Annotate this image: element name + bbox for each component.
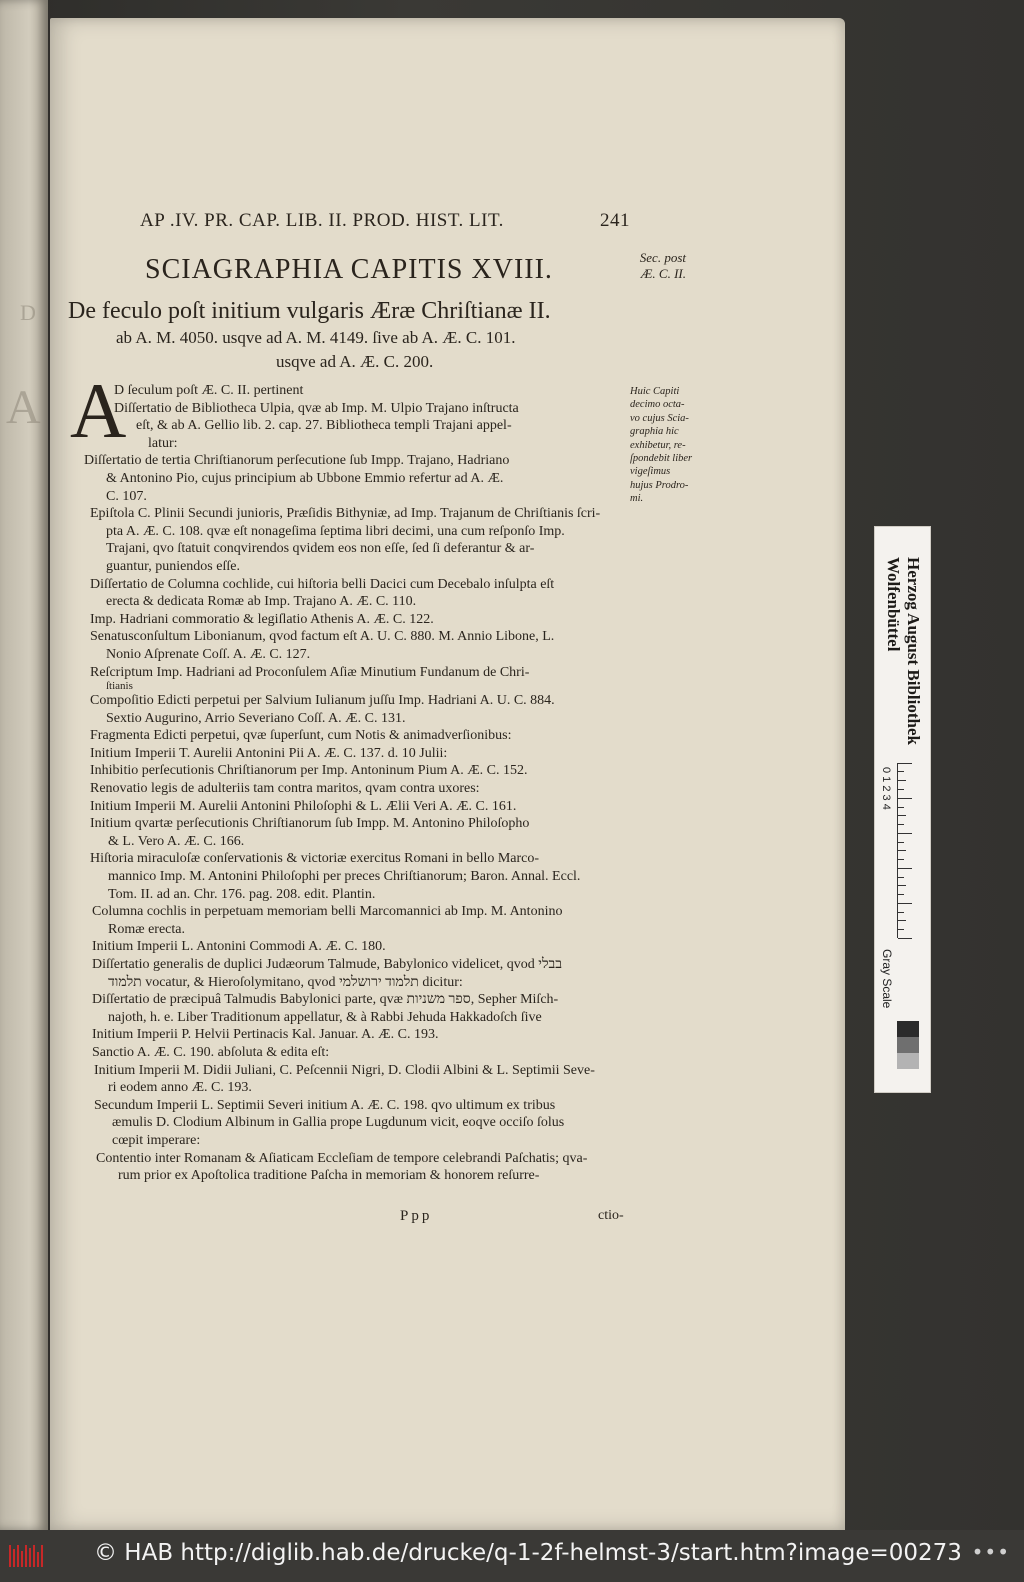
text-line: eſt, & ab A. Gellio lib. 2. cap. 27. Bibliotheca templi Trajani appel- [136,418,512,434]
scale-ruler [897,763,912,938]
subtitle-line-3: usqve ad A. Æ. C. 200. [276,352,434,371]
text-line: Initium Imperii L. Antonini Commodi A. Æ. C. 180. [92,939,386,955]
margin-note-line: exhibetur, re- [630,439,686,451]
running-head-text: AP .IV. PR. CAP. LIB. II. PROD. HIST. LIT. [140,210,504,231]
margin-note-line: hujus Prodro- [630,479,689,491]
text-line: Nonio Aſprenate Coſſ. A. Æ. C. 127. [106,646,311,662]
signature-mark: Ppp [400,1208,433,1224]
library-name [883,557,923,745]
text-line: latur: [148,435,178,451]
library-color-strip [874,526,931,1093]
text-line: Initium Imperii M. Didii Juliani, C. Peſcennii Nigri, D. Clodii Albini & L. Septimii Seve- [94,1062,595,1078]
text-line: Senatusconſultum Libonianum, qvod factum eſt A. U. C. 880. M. Annio Libone, L. [90,629,555,645]
text-line: Initium Imperii M. Aurelii Antonini Philoſophi & L. Ælii Veri A. Æ. C. 161. [90,798,517,814]
text-line: Secundum Imperii L. Septimii Severi initium A. Æ. C. 198. qvo ultimum ex tribus [94,1097,556,1113]
catchword: ctio- [598,1208,624,1223]
margin-note-line: vigeſimus [630,466,671,478]
library-name-line2: Wolfenbüttel [884,557,903,652]
text-line: Diſſertatio de tertia Chriſtianorum perſecutione ſub Impp. Trajano, Hadriano [84,453,510,469]
margin-note-line: Huic Capiti [630,386,680,397]
previous-page-edge: D A [0,0,48,1530]
text-line: Initium qvartæ perſecutionis Chriſtianorum ſub Impp. M. Antonino Philoſopho [90,816,530,832]
subtitle-line-2: ab A. M. 4050. usqve ad A. M. 4149. ſive ab A. Æ. C. 101. [116,328,516,347]
text-line: cœpit imperare: [112,1132,201,1148]
margin-note [630,385,708,506]
text-line: C. 107. [106,488,147,504]
section-note-line: Sec. post [639,250,686,265]
text-line: ri eodem anno Æ. C. 193. [108,1080,252,1096]
text-line: ſtianis [106,681,133,693]
text-line: & Antonino Pio, cujus principium ab Ubbone Emmio refertur ad A. Æ. [106,470,504,486]
text-line: mannico Imp. M. Antonini Philoſophi per preces Chriſtianorum; Baron. Annal. Eccl. [108,869,581,885]
text-line: guantur, puniendos eſſe. [106,558,240,574]
text-line: Trajani, qvo ſtatuit conqvirendos qvidem eos non eſſe, ſed ſi deferantur & ar- [106,541,535,557]
text-line: rum prior ex Apoſtolica traditione Paſcha in memoriam & honorem reſurre- [118,1168,540,1184]
text-line: Hiſtoria miraculoſæ conſervationis & victoriæ exercitus Romani in bello Marco- [90,851,540,867]
text-line: Romæ erecta. [108,921,185,937]
text-line: Tom. II. ad an. Chr. 176. pag. 208. edit. Plantin. [108,886,376,902]
text-line: Diſſertatio de Columna cochlide, cui hiſtoria belli Dacici cum Decebalo inſulpta eſt [90,576,555,592]
text-line: Epiſtola C. Plinii Secundi junioris, Præſidis Bithyniæ, ad Imp. Trajanum de Chriſtianis ſcri- [90,506,601,522]
text-line: Contentio inter Romanam & Aſiaticam Eccleſiam de tempore celebrandi Paſchatis; qva- [96,1150,588,1166]
margin-note-line: graphia hic [630,426,679,438]
page-number: 241 [600,210,630,231]
text-line: Diſſertatio de præcipuâ Talmudis Babylonici parte, qvæ ספר משניות, Sepher Miſch- [92,992,559,1008]
text-line: Reſcriptum Imp. Hadriani ad Proconſulem Aſiæ Minutium Fundanum de Chri- [90,664,530,680]
subtitle: De feculo poſt initium vulgaris Æræ Chriſtianæ II. [68,298,551,324]
text-line: D ſeculum poſt Æ. C. II. pertinent [114,383,304,398]
text-line: pta A. Æ. C. 108. qvæ eſt nonageſima ſeptima libri decimi, una cum reſponſo Imp. [106,523,565,539]
copyright-url[interactable]: © HAB http://diglib.hab.de/drucke/q-1-2f-helmst-3/start.htm?image=00273 [94,1540,962,1566]
text-line: Initium Imperii P. Helvii Pertinacis Kal. Januar. A. Æ. C. 193. [92,1027,439,1043]
text-line: Renovatio legis de adulteriis tam contra maritos, qvam contra uxores: [90,781,480,797]
gray-patch-dark [897,1021,919,1037]
margin-note-line: ſpondebit liber [630,453,693,465]
gray-patch-light [897,1053,919,1069]
section-note [628,250,686,282]
text-line: Fragmenta Edicti perpetui, qvæ ſuperſunt, cum Notis & animadverſionibus: [90,728,512,744]
chapter-title: SCIAGRAPHIA CAPITIS XVIII. [145,254,553,285]
margin-note-line: decimo octa- [630,399,685,411]
footer-bar [0,1530,1024,1582]
drop-cap: A [70,367,127,454]
text-line: erecta & dedicata Romæ ab Imp. Trajano A. Æ. C. 110. [106,594,417,610]
running-head [140,210,630,232]
margin-note-line: mi. [630,493,644,505]
more-menu-icon[interactable]: ••• [971,1540,1010,1564]
hab-logo-icon [8,1543,46,1569]
text-line: Inhibitio perſecutionis Chriſtianorum per Imp. Antoninum Pium A. Æ. C. 152. [90,763,528,779]
body-text [84,382,632,1185]
text-line: Compoſitio Edicti perpetui per Salvium Iulianum juſſu Imp. Hadriani A. U. C. 884. [90,693,555,709]
library-name-line1: Herzog August Bibliothek [904,557,923,745]
section-note-line: Æ. C. II. [640,266,686,281]
text-line: Diſſertatio generalis de duplici Judæorum Talmude, Babylonico videlicet, qvod בבלי [92,957,562,972]
text-line: Columna cochlis in perpetuam memoriam belli Marcomannici ab Imp. M. Antonino [92,904,563,920]
text-line: Diſſertatio de Bibliotheca Ulpia, qvæ ab Imp. M. Ulpio Trajano inſtructa [114,400,519,416]
text-line: תלמוד vocatur, & Hieroſolymitano, qvod תלמוד ירושלמי dicitur: [108,974,463,990]
text-line: Initium Imperii T. Aurelii Antonini Pii A. Æ. C. 137. d. 10 Julii: [90,745,448,761]
text-line: Sextio Augurino, Arrio Severiano Coſſ. A. Æ. C. 131. [106,710,406,726]
text-line: & L. Vero A. Æ. C. 166. [108,833,245,849]
ruler-numbers: 0 1 2 3 4 [880,767,892,810]
text-line: najoth, h. e. Liber Traditionum appellatur, & à Rabbi Jehuda Hakkadoſch ſive [108,1009,542,1025]
gray-scale-label: Gray Scale [880,949,894,1009]
text-line: æmulis D. Clodium Albinum in Gallia prope Lugdunum vicit, eoqve occiſo ſolus [112,1115,565,1131]
text-line: Imp. Hadriani commoratio & legiſlatio Athenis A. Æ. C. 122. [90,611,434,627]
margin-note-line: vo cujus Scia- [630,412,689,424]
text-line: Sanctio A. Æ. C. 190. abſoluta & edita eſt: [92,1044,330,1060]
gray-patch-mid [897,1037,919,1053]
